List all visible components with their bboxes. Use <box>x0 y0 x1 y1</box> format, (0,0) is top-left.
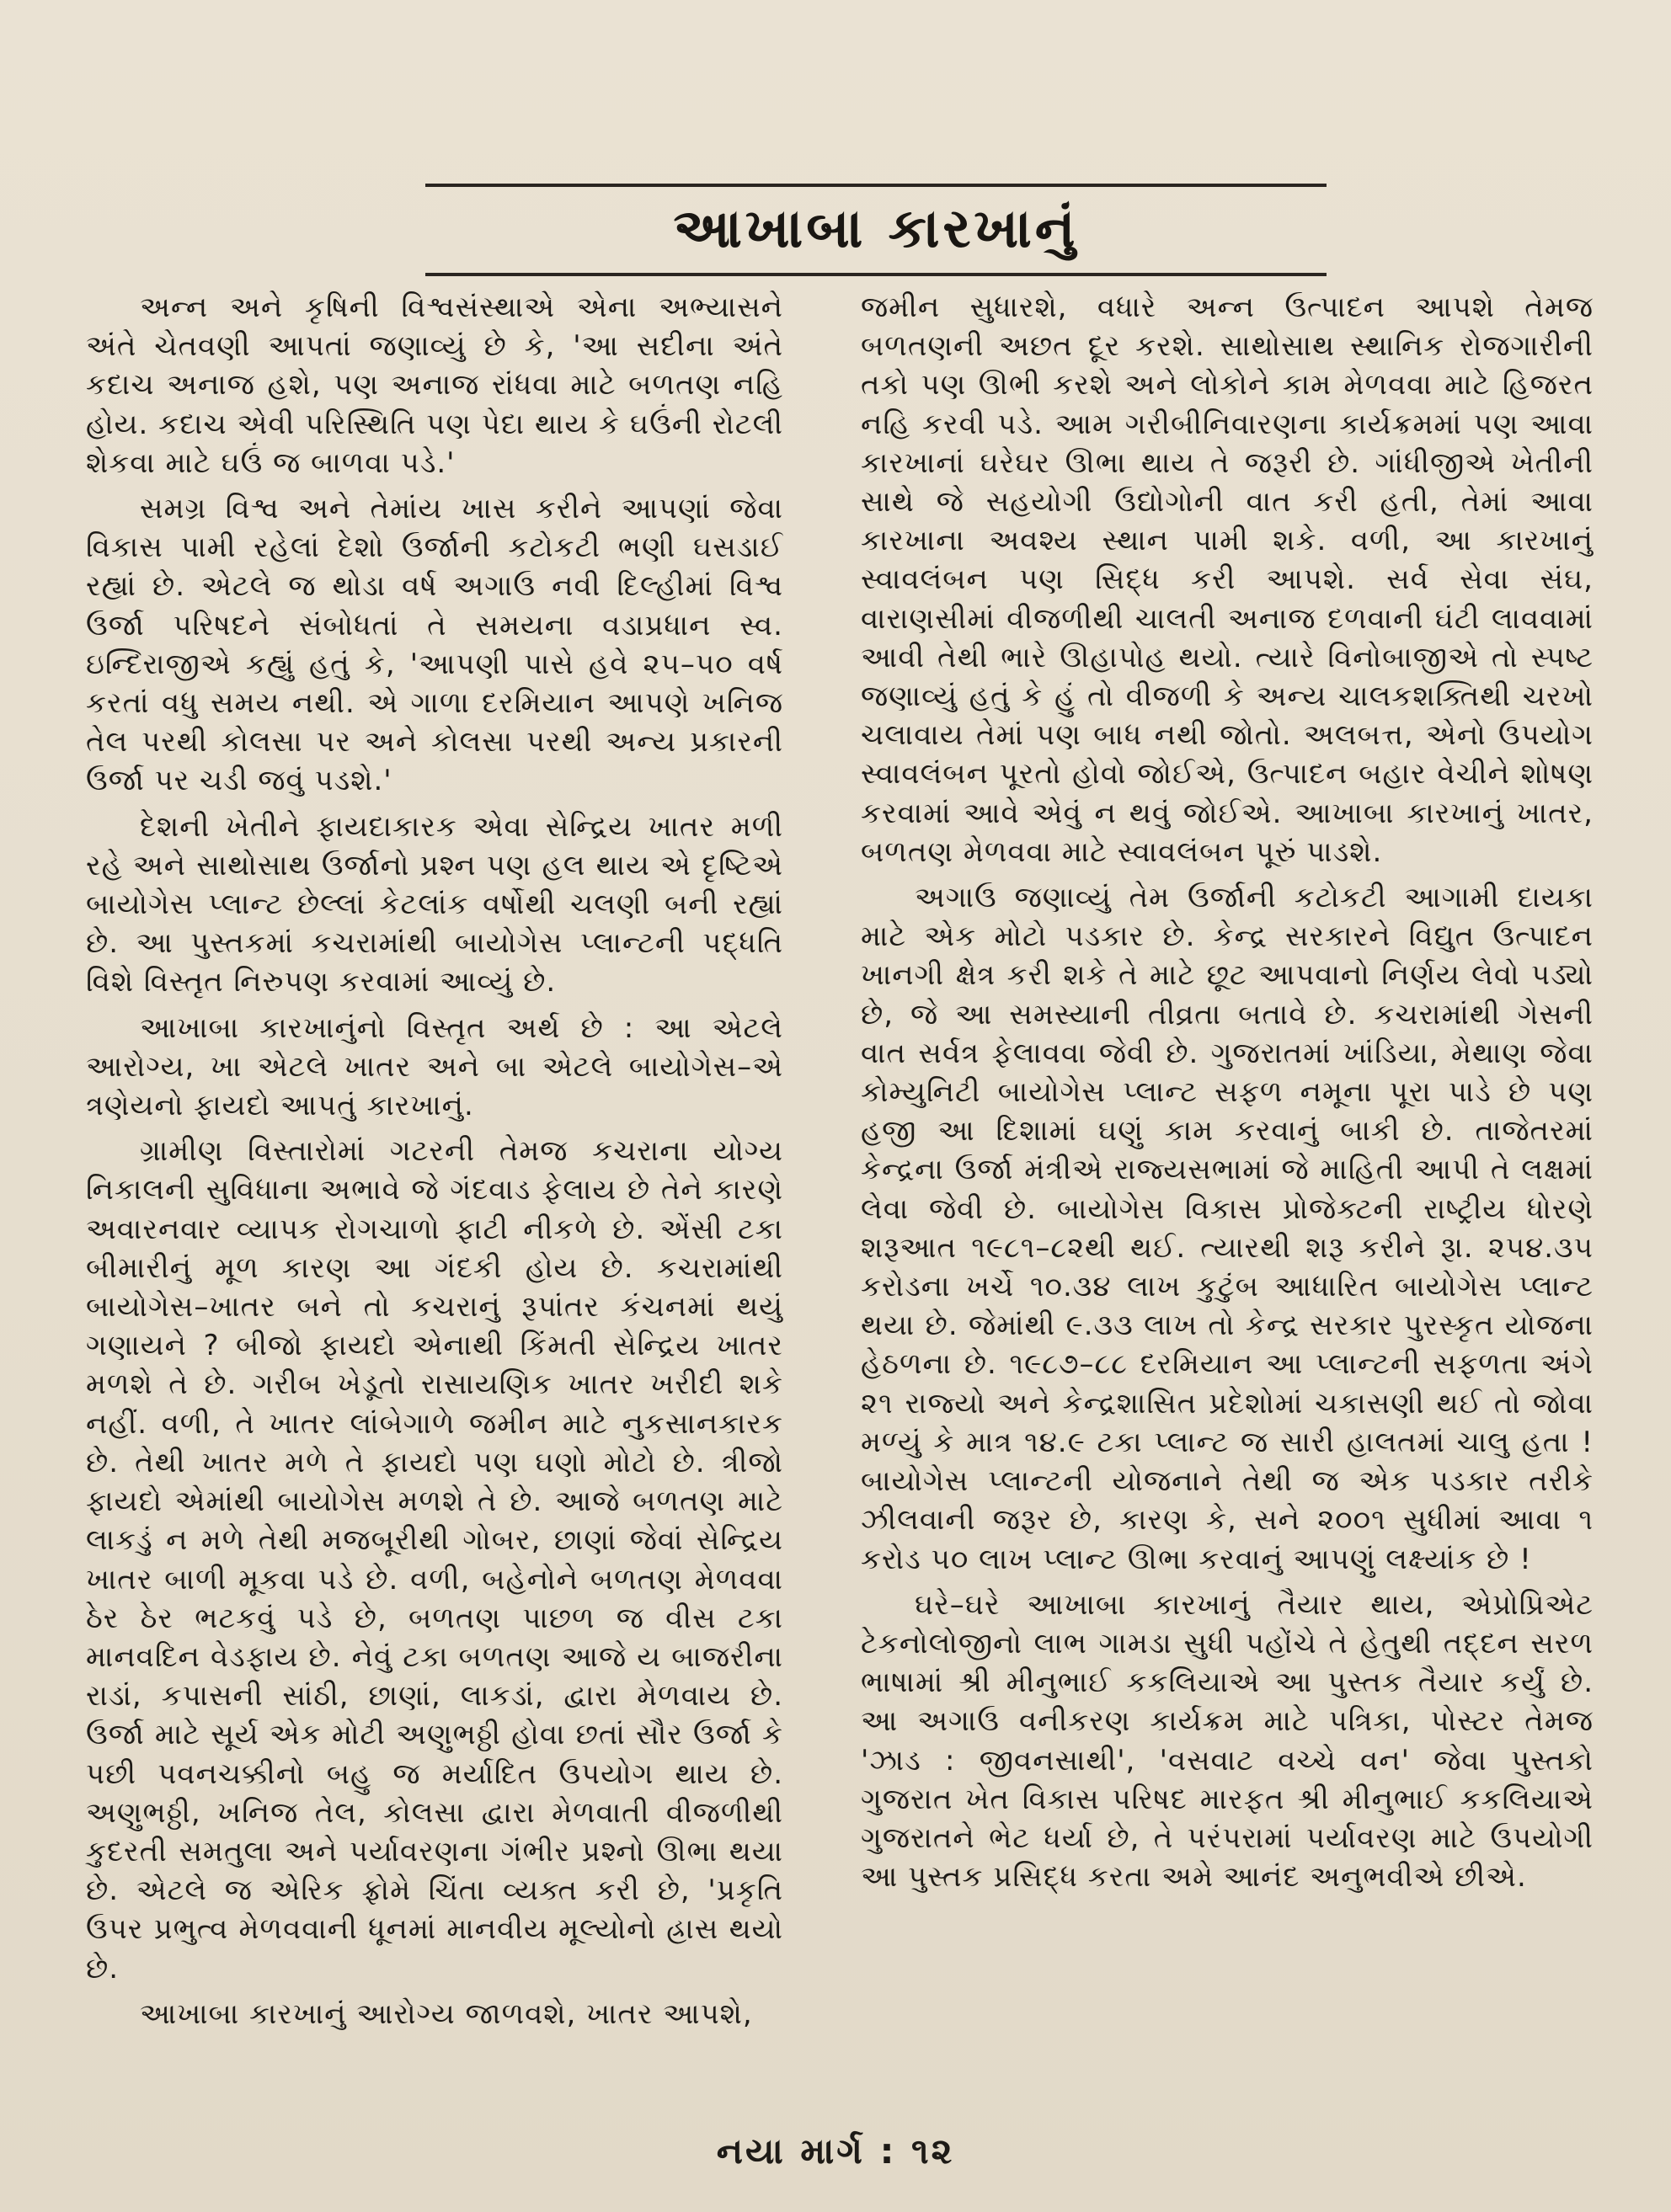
left-paragraph-6: આખાબા કારખાનું આરોગ્ય જાળવશે, ખાતર આપશે, <box>140 1996 753 2031</box>
left-paragraph-2: સમગ્ર વિશ્વ અને તેમાંય ખાસ કરીને આપણાં જેવા વિકાસ પામી રહેલાં દેશો ઉર્જાની કટોકટી ભણી ઘસડાઈ રહ્યાં છે. એટલે જ થોડા વર્ષ અગાઉ નવી દિલ્હીમાં વિશ્વ ઉર્જા પરિષદને સંબોધતાં તે સમયના વડાપ્રધાન સ્વ. ઇન્દિરાજીએ કહ્યું હતું કે, 'આપણી પાસે હવે ૨૫–૫૦ વર્ષ કરતાં વધુ સમય નથી. એ ગાળા દરમિયાન આપણે ખનિજ તેલ પરથી કોલસા પર અને કોલસા પરથી અન્ય પ્રકારની ઉર્જા પર ચડી જવું પડશે.' <box>86 492 783 798</box>
title-block <box>425 184 1327 276</box>
title-rule-bottom <box>425 273 1327 276</box>
right-paragraph-1: જમીન સુધારશે, વધારે અન્ન ઉત્પાદન આપશે તેમજ બળતણની અછત દૂર કરશે. સાથોસાથ સ્થાનિક રોજગારીની તકો પણ ઊભી કરશે અને લોકોને કામ મેળવવા માટે હિજરત નહિ કરવી પડે. આમ ગરીબીનિવારણના કાર્યક્રમમાં પણ આવા કારખાનાં ઘરેઘર ઊભા થાય તે જરૂરી છે. ગાંધીજીએ ખેતીની સાથે જે સહયોગી ઉદ્યોગોની વાત કરી હતી, તેમાં આવા કારખાના અવશ્ય સ્થાન પામી શકે. વળી, આ કારખાનું સ્વાવલંબન પણ સિદ્ધ કરી આપશે. સર્વ સેવા સંઘ, વારાણસીમાં વીજળીથી ચાલતી અનાજ દળવાની ઘંટી લાવવામાં આવી તેથી ભારે ઊહાપોહ થયો. ત્યારે વિનોબાજીએ તો સ્પષ્ટ જણાવ્યું હતું કે હું તો વીજળી કે અન્ય ચાલકશક્તિથી ચરખો ચલાવાય તેમાં પણ બાધ નથી જોતો. અલબત્ત, એનો ઉપયોગ સ્વાવલંબન પૂરતો હોવો જોઈએ, ઉત્પાદન બહાર વેચીને શોષણ કરવામાં આવે એવું ન થવું જોઈએ. આખાબા કારખાનું ખાતર, બળતણ મેળવવા માટે સ્વાવલંબન પૂરું પાડશે. <box>861 290 1594 869</box>
left-paragraph-3: દેશની ખેતીને ફાયદાકારક એવા સેન્દ્રિય ખાતર મળી રહે અને સાથોસાથ ઉર્જાનો પ્રશ્ન પણ હલ થાય એ દૃષ્ટિએ બાયોગેસ પ્લાન્ટ છેલ્લાં કેટલાંક વર્ષોથી ચલણી બની રહ્યાં છે. આ પુસ્તકમાં કચરામાંથી બાયોગેસ પ્લાન્ટની પદ્ધતિ વિશે વિસ્તૃત નિરુપણ કરવામાં આવ્યું છે. <box>86 809 783 999</box>
left-paragraph-5: ગ્રામીણ વિસ્તારોમાં ગટરની તેમજ કચરાના યોગ્ય નિકાલની સુવિધાના અભાવે જે ગંદવાડ ફેલાય છે તેને કારણે અવારનવાર વ્યાપક રોગચાળો ફાટી નીકળે છે. એંસી ટકા બીમારીનું મૂળ કારણ આ ગંદકી હોય છે. કચરામાંથી બાયોગેસ–ખાતર બને તો કચરાનું રૂપાંતર કંચનમાં થયું ગણાયને ? બીજો ફાયદો એનાથી કિંમતી સેન્દ્રિય ખાતર મળશે તે છે. ગરીબ ખેડૂતો રાસાયણિક ખાતર ખરીદી શકે નહીં. વળી, તે ખાતર લાંબેગાળે જમીન માટે નુકસાનકારક છે. તેથી ખાતર મળે તે ફાયદો પણ ઘણો મોટો છે. ત્રીજો ફાયદો એમાંથી બાયોગેસ મળશે તે છે. આજે બળતણ માટે લાકડું ન મળે તેથી મજબૂરીથી ગોબર, છાણાં જેવાં સેન્દ્રિય ખાતર બાળી મૂકવા પડે છે. વળી, બહેનોને બળતણ મેળવવા ઠેર ઠેર ભટકવું પડે છે, બળતણ પાછળ જ વીસ ટકા માનવદિન વેડફાય છે. નેવું ટકા બળતણ આજે ય બાજરીના રાડાં, કપાસની સાંઠી, છાણાં, લાકડાં, દ્વારા મેળવાય છે. ઉર્જા માટે સૂર્ય એક મોટી અણુભઠ્ઠી હોવા છતાં સૌર ઉર્જા કે પછી પવનચક્કીનો બહુ જ મર્યાદિત ઉપયોગ થાય છે. અણુભઠ્ઠી, ખનિજ તેલ, કોલસા દ્વારા મેળવાતી વીજળીથી કુદરતી સમતુલા અને પર્યાવરણના ગંભીર પ્રશ્નો ઊભા થયા છે. એટલે જ એરિક ફ્રોમે ચિંતા વ્યક્ત કરી છે, 'પ્રકૃતિ ઉપર પ્રભુત્વ મેળવવાની ધૂનમાં માનવીય મૂલ્યોનો હ્રાસ થયો છે. <box>86 1134 783 1985</box>
right-column <box>861 288 1594 1903</box>
right-paragraph-3: ઘરે–ઘરે આખાબા કારખાનું તૈયાર થાય, એપ્રોપ્રિએટ ટેકનોલોજીનો લાભ ગામડા સુધી પહોંચે તે હેતુથી તદ્દન સરળ ભાષામાં શ્રી મીનુભાઈ કકલિયાએ આ પુસ્તક તૈયાર કર્યું છે. આ અગાઉ વનીકરણ કાર્યક્રમ માટે પત્રિકા, પોસ્ટર તેમજ 'ઝાડ : જીવનસાથી', 'વસવાટ વચ્ચે વન' જેવા પુસ્તકો ગુજરાત ખેત વિકાસ પરિષદ મારફત શ્રી મીનુભાઈ કકલિયાએ ગુજરાતને ભેટ ધર્યા છે, તે પરંપરામાં પર્યાવરણ માટે ઉપયોગી આ પુસ્તક પ્રસિદ્ધ કરતા અમે આનંદ અનુભવીએ છીએ. <box>861 1587 1594 1895</box>
article-title: આખાબા કારખાનું <box>673 198 1079 260</box>
left-paragraph-1: અન્ન અને કૃષિની વિશ્વસંસ્થાએ એના અભ્યાસને અંતે ચેતવણી આપતાં જણાવ્યું છે કે, 'આ સદીના અંતે કદાચ અનાજ હશે, પણ અનાજ રાંધવા માટે બળતણ નહિ હોય. કદાચ એવી પરિસ્થિતિ પણ પેદા થાય કે ઘઉંની રોટલી શેકવા માટે ઘઉં જ બાળવા પડે.' <box>86 290 783 480</box>
left-paragraph-4: આખાબા કારખાનુંનો વિસ્તૃત અર્થ છે : આ એટલે આરોગ્ય, ખા એટલે ખાતર અને બા એટલે બાયોગેસ–એ ત્રણેયનો ફાયદો આપતું કારખાનું. <box>86 1010 783 1123</box>
page-footer: નયા માર્ગ : ૧૨ <box>716 2130 955 2172</box>
left-column <box>86 288 783 2040</box>
right-paragraph-2: અગાઉ જણાવ્યું તેમ ઉર્જાની કટોકટી આગામી દાયકા માટે એક મોટો પડકાર છે. કેન્દ્ર સરકારને વિદ્યુત ઉત્પાદન ખાનગી ક્ષેત્ર કરી શકે તે માટે છૂટ આપવાનો નિર્ણય લેવો પડ્યો છે, જે આ સમસ્યાની તીવ્રતા બતાવે છે. કચરામાંથી ગેસની વાત સર્વત્ર ફેલાવવા જેવી છે. ગુજરાતમાં ખાંડિયા, મેથાણ જેવા કોમ્યુનિટી બાયોગેસ પ્લાન્ટ સફળ નમૂના પૂરા પાડે છે પણ હજી આ દિશામાં ઘણું કામ કરવાનું બાકી છે. તાજેતરમાં કેન્દ્રના ઉર્જા મંત્રીએ રાજ્યસભામાં જે માહિતી આપી તે લક્ષમાં લેવા જેવી છે. બાયોગેસ વિકાસ પ્રોજેક્ટની રાષ્ટ્રીય ધોરણે શરૂઆત ૧૯૮૧–૮૨થી થઈ. ત્યારથી શરૂ કરીને રૂા. ૨૫૪.૩૫ કરોડના ખર્ચે ૧૦.૩૪ લાખ કુટુંબ આધારિત બાયોગેસ પ્લાન્ટ થયા છે. જેમાંથી ૯.૩૩ લાખ તો કેન્દ્ર સરકાર પુરસ્કૃત યોજના હેઠળના છે. ૧૯૮૭–૮૮ દરમિયાન આ પ્લાન્ટની સફળતા અંગે ૨૧ રાજ્યો અને કેન્દ્રશાસિત પ્રદેશોમાં ચકાસણી થઈ તો જોવા મળ્યું કે માત્ર ૧૪.૯ ટકા પ્લાન્ટ જ સારી હાલતમાં ચાલુ હતા ! બાયોગેસ પ્લાન્ટની યોજનાને તેથી જ એક પડકાર તરીકે ઝીલવાની જરૂર છે, કારણ કે, સને ૨૦૦૧ સુધીમાં આવા ૧ કરોડ ૫૦ લાખ પ્લાન્ટ ઊભા કરવાનું આપણું લક્ષ્યાંક છે ! <box>861 881 1594 1576</box>
